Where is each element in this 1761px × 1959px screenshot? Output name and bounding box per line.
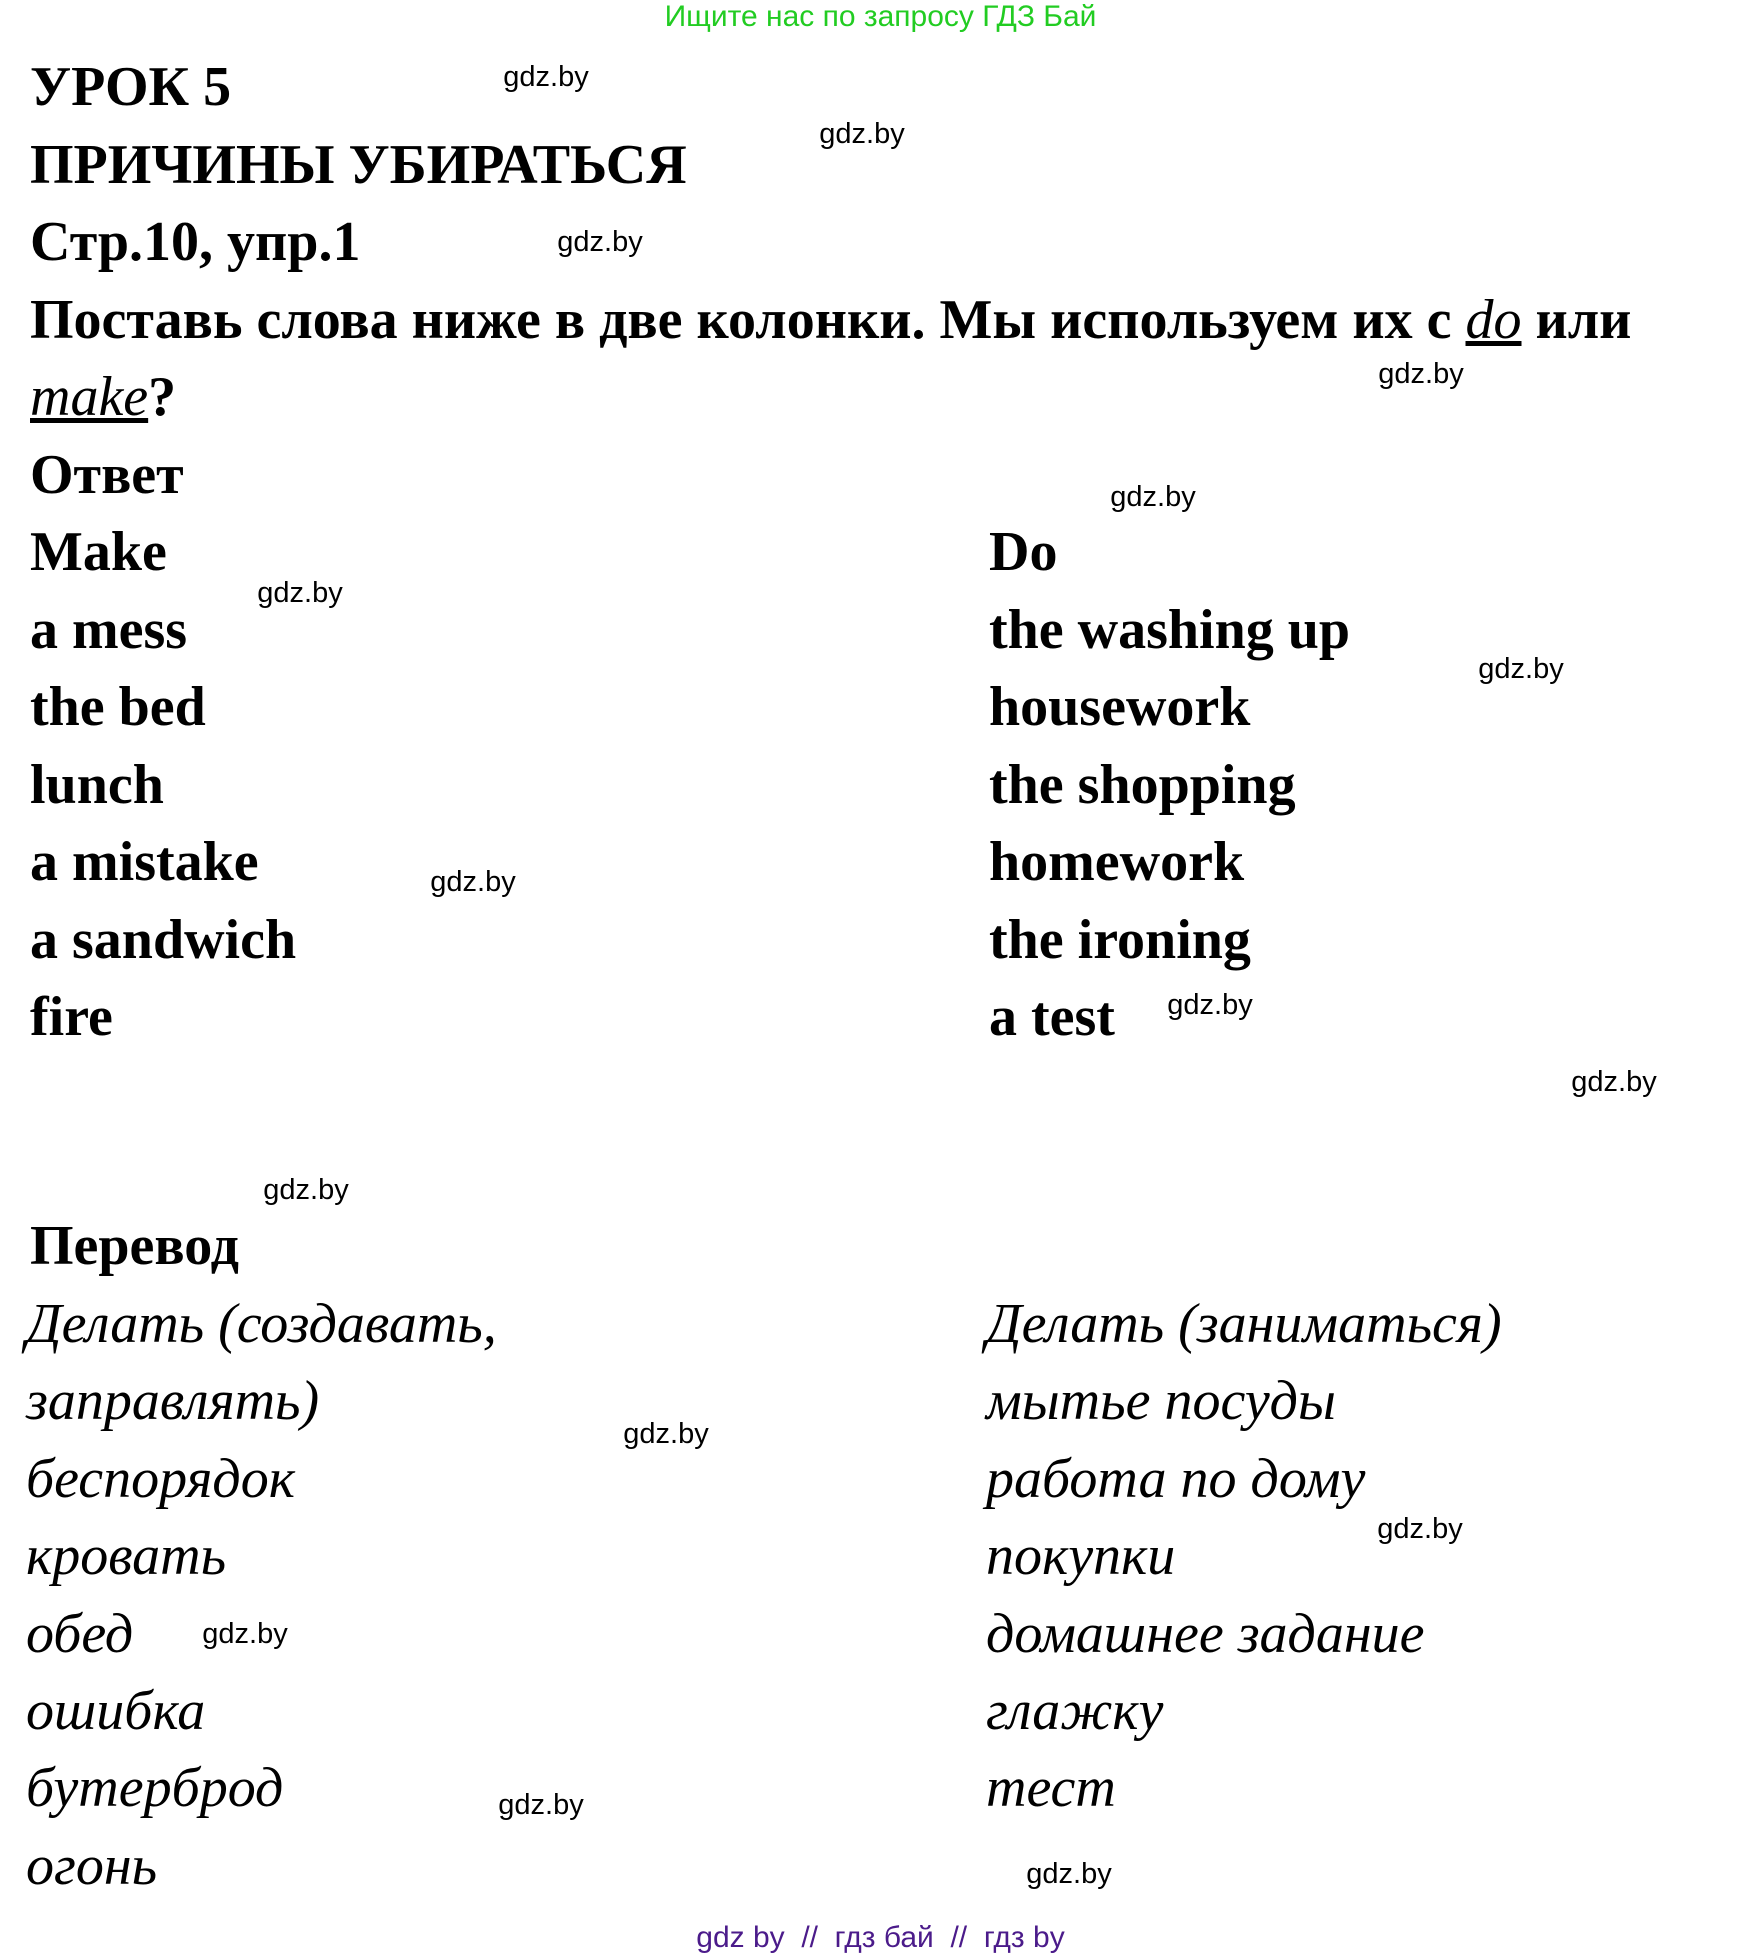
- make-item: the bed: [30, 676, 206, 739]
- translation-left-item: обед: [26, 1602, 134, 1665]
- watermark: gdz.by: [263, 1174, 349, 1206]
- do-item: housework: [989, 676, 1251, 739]
- translation-right-item: глажку: [986, 1680, 1164, 1742]
- translation-label: Перевод: [30, 1215, 239, 1277]
- do-item: homework: [989, 831, 1245, 894]
- task-text: [30, 288, 1631, 352]
- do-item: a test: [989, 986, 1115, 1048]
- header-promo: Ищите нас по запросу ГДЗ Бай: [664, 0, 1097, 33]
- watermark: gdz.by: [1026, 1858, 1112, 1890]
- translation-left-item: Делать (создавать,: [26, 1293, 497, 1355]
- watermark: gdz.by: [1110, 481, 1196, 513]
- do-column-title: Do: [989, 521, 1058, 583]
- do-item: the washing up: [989, 599, 1351, 661]
- answer-label: Ответ: [30, 444, 184, 506]
- watermark: gdz.by: [430, 866, 516, 898]
- watermark: gdz.by: [202, 1618, 288, 1650]
- translation-left-item: заправлять): [26, 1370, 320, 1433]
- do-item: the shopping: [989, 753, 1296, 816]
- make-item: a sandwich: [30, 908, 297, 971]
- task-part1: Поставь слова ниже в две колонки. Мы используем их с: [30, 289, 1466, 351]
- make-item: fire: [30, 986, 113, 1048]
- task-do: do: [1465, 289, 1522, 351]
- watermark: gdz.by: [1167, 989, 1253, 1021]
- translation-right-item: мытье посуды: [986, 1370, 1336, 1433]
- watermark: gdz.by: [1378, 358, 1464, 390]
- watermark: gdz.by: [503, 61, 589, 93]
- task-text-line2: [30, 365, 176, 429]
- translation-left-item: огонь: [26, 1834, 158, 1897]
- make-item: lunch: [30, 753, 164, 816]
- watermark: gdz.by: [498, 1789, 584, 1821]
- page-reference: Стр.10, упр.1: [30, 211, 361, 273]
- do-item: the ironing: [989, 908, 1251, 971]
- translation-right-item: тест: [986, 1757, 1116, 1820]
- task-make: make: [30, 366, 149, 428]
- topic-title: ПРИЧИНЫ УБИРАТЬСЯ: [30, 134, 687, 196]
- watermark: gdz.by: [1571, 1066, 1657, 1098]
- footer-links[interactable]: gdz by // гдз бай // гдз by: [696, 1921, 1065, 1954]
- watermark: gdz.by: [623, 1418, 709, 1450]
- task-part2: или: [1521, 289, 1632, 351]
- watermark: gdz.by: [557, 226, 643, 258]
- translation-left-item: ошибка: [26, 1680, 206, 1742]
- make-column-title: Make: [30, 521, 167, 583]
- make-item: a mistake: [30, 831, 259, 894]
- translation-left-item: кровать: [26, 1525, 227, 1588]
- translation-right-item: покупки: [986, 1525, 1176, 1588]
- watermark: gdz.by: [819, 118, 905, 150]
- translation-left-item: бутерброд: [26, 1757, 284, 1820]
- task-end: ?: [148, 366, 177, 428]
- translation-right-item: работа по дому: [986, 1447, 1366, 1510]
- make-item: a mess: [30, 599, 188, 661]
- watermark: gdz.by: [1377, 1513, 1463, 1545]
- translation-left-item: беспорядок: [26, 1447, 295, 1510]
- watermark: gdz.by: [1478, 653, 1564, 685]
- watermark: gdz.by: [257, 577, 343, 609]
- translation-right-item: домашнее задание: [986, 1602, 1425, 1665]
- lesson-title: УРОК 5: [30, 56, 232, 118]
- translation-right-item: Делать (заниматься): [986, 1293, 1502, 1355]
